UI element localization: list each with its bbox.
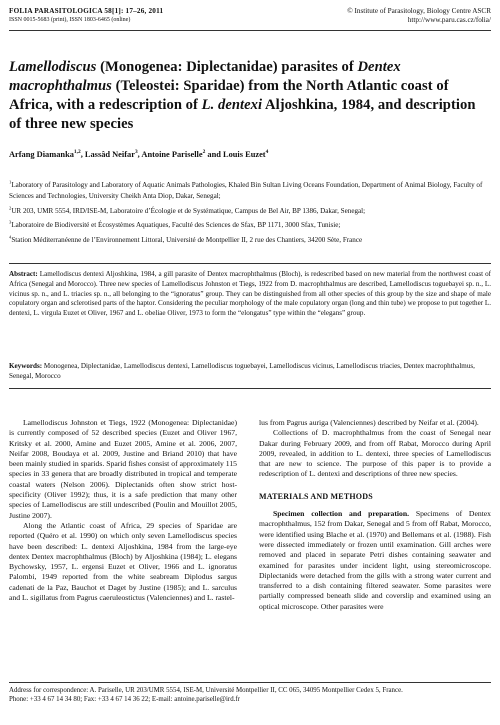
journal-info — [9, 7, 163, 25]
affiliation: $^4$Station Méditerranéenne de l’Environnement Littoral, Université de Montpellier II, 2 rue des Chantiers, 34200 Sète, France — [9, 235, 363, 245]
body-left-column — [9, 418, 237, 603]
abstract-bottom-divider — [9, 388, 491, 389]
abstract-top-divider — [9, 263, 491, 264]
journal-citation: FOLIA PARASITOLOGICA 58[1]: 17–26, 2011 — [9, 7, 164, 15]
paragraph: Specimen collection and preparation. Specimens of Dentex macrophthalmus, 152 from Dakar, Senegal and 5 from off Rabat, Morocco, were identified using Blache et al. (1970) and Bellemans et al. (1988). Fish were dissected immediately or frozen until examination. Gill arches were removed and placed in separate Petri dishes containing seawater and examined for parasites under incident light, using stereomicroscope. Diplectanids were detached from the gills with a strong water current and transferred to a dish containing filtered seawater. Some parasites were partially compressed beneath slide and coverslip and examined using an optical microscope. Other parasites were — [259, 509, 491, 611]
paragraph: Lamellodiscus Johnston et Tiegs, 1922 (Monogenea: Diplectanidae) is currently composed of 52 described species (Euzet and Oliver 1967, Kritsky et al. 2000, Amine and Euzet 2005, Amine et al. 2006, 2007, Neifar 2008, Boudaya et al. 2009, Justine and Briand 2010) that have been mainly studied in sparids. Sparid fishes consist of approximately 115 species in 33 genera that are broadly distributed in tropical and temperate coastal waters (Nelson 2006). Diplectanids often show strict host-specificity (Oliver 1992); thus, it is a safe prediction that many other species of Lamellodiscus are still undescribed (Poulin and Mouillot 2005, Justine 2007). — [9, 418, 237, 520]
author-list: Arfang Diamanka$^{1,2}$, Lassâd Neifar$^3$, Antoine Pariselle$^2$ and Louis Euzet$^4$ — [9, 149, 269, 159]
issn: ISSN 0015-5683 (print), ISSN 1803-6465 (online) — [9, 17, 131, 23]
affiliation: $^3$Laboratoire de Biodiversité et Écosystèmes Aquatiques, Faculté des Sciences de Sfax, BP 1171, 3000 Sfax, Tunisie; — [9, 220, 341, 230]
correspondence-footer: Address for correspondence: A. Pariselle, UR 203/UMR 5554, ISE-M, Université Montpellier II, CC 065, 34095 Montpellier Cedex 5, France. Phone: +33 4 67 14 34 80; Fax: +33 4 67 14 36 22; E-mail: antoine.pariselle@ird.fr — [9, 687, 403, 703]
affiliations — [9, 180, 491, 250]
keywords: Keywords: Monogenea, Diplectanidae, Lamellodiscus dentexi, Lamellodiscus toguebayei, Lamellodiscus vicinus, Lamellodiscus triacies, Dentex macrophthalmus, Senegal, Morocco — [9, 362, 475, 380]
footer-divider — [9, 682, 491, 683]
copyright: © Institute of Parasitology, Biology Centre ASCR — [347, 7, 491, 15]
header-divider — [9, 30, 491, 31]
paragraph: Along the Atlantic coast of Africa, 29 species of Sparidae are reported (Quéro et al. 1990) on which only seven Lamellodiscus species have been described: L. dentexi Aljoshkina, 1984 from the large-eye dentex Dentex macrophthalmus (Bloch) by Aljoshkina (1984); L. elegans Bychowsky, 1957, L. ergensi Euzet et Oliver, 1966 and L. ignoratus Palombi, 1949 reported from the white seabream Diplodus sargus cadenati de la Paz, Bauchot et Daget by Justine (1985); and L. sarculus and L. sigillatus from Pagrus caeruleostictus (Valenciennes) and L. rastel- — [9, 520, 237, 603]
paragraph: Collections of D. macrophthalmus from the coast of Senegal near Dakar during February 2009, and from off Rabat, Morocco during April 2009, revealed, in addition to L. dentexi, three species of Lamellodiscus that are new to science. The purpose of this paper is to provide a redescription of L. dentexi and descriptions of three new species. — [259, 428, 491, 479]
article-title: Lamellodiscus (Monogenea: Diplectanidae) parasites of Dentex macrophthalmus (Teleostei: Sparidae) from the North Atlantic coast of Africa, with a redescription of L. dentexi Aljoshkina, 1984, and description of three new species — [9, 59, 476, 132]
paragraph: lus from Pagrus auriga (Valenciennes) described by Neifar et al. (2004). — [259, 418, 479, 427]
body-right-column — [259, 418, 491, 612]
section-heading: MATERIALS AND METHODS — [259, 491, 373, 501]
affiliation: $^1$Laboratory of Parasitology and Laboratory of Aquatic Animals Pathologies, Khaled Bin Sultan Living Oceans Foundation, Department of Animal Biology, Faculty of Sciences and Technologies, University Cheikh Anta Diop, Dakar, Senegal; — [9, 179, 483, 200]
publisher-info — [347, 7, 491, 25]
abstract: Abstract: Lamellodiscus dentexi Aljoshkina, 1984, a gill parasite of Dentex macrophthalmus (Bloch), is redescribed based on new material from the northwest coast of Africa (Senegal and Morocco). Three new species of Lamellodiscus Johnston et Tiegs, 1922 from D. macrophthalmus are described, Lamellodiscus toguebayei sp. n., L. vicinus sp. n., and L. triacies sp. n., all belonging to the “ignoratus” group. They can be distinguished from all other species of this group by the size and shape of male copulatory organ and sclerotised parts of the haptor. Considering the peculiar morphology of the male copulatory organ (long and thin tube) we propose to put together L. dentexi, L. virgula Euzet et Oliver, 1967 and L. obeliae Oliver, 1973 to form the “elongatus” type within the “elegans” group. — [9, 270, 491, 318]
affiliation: $^2$UR 203, UMR 5554, IRD/ISE-M, Laboratoire d’Écologie et de Systématique, Campus de Bel Air, BP 1386, Dakar, Senegal; — [9, 205, 366, 215]
journal-url[interactable]: http://www.paru.cas.cz/folia/ — [407, 16, 491, 24]
